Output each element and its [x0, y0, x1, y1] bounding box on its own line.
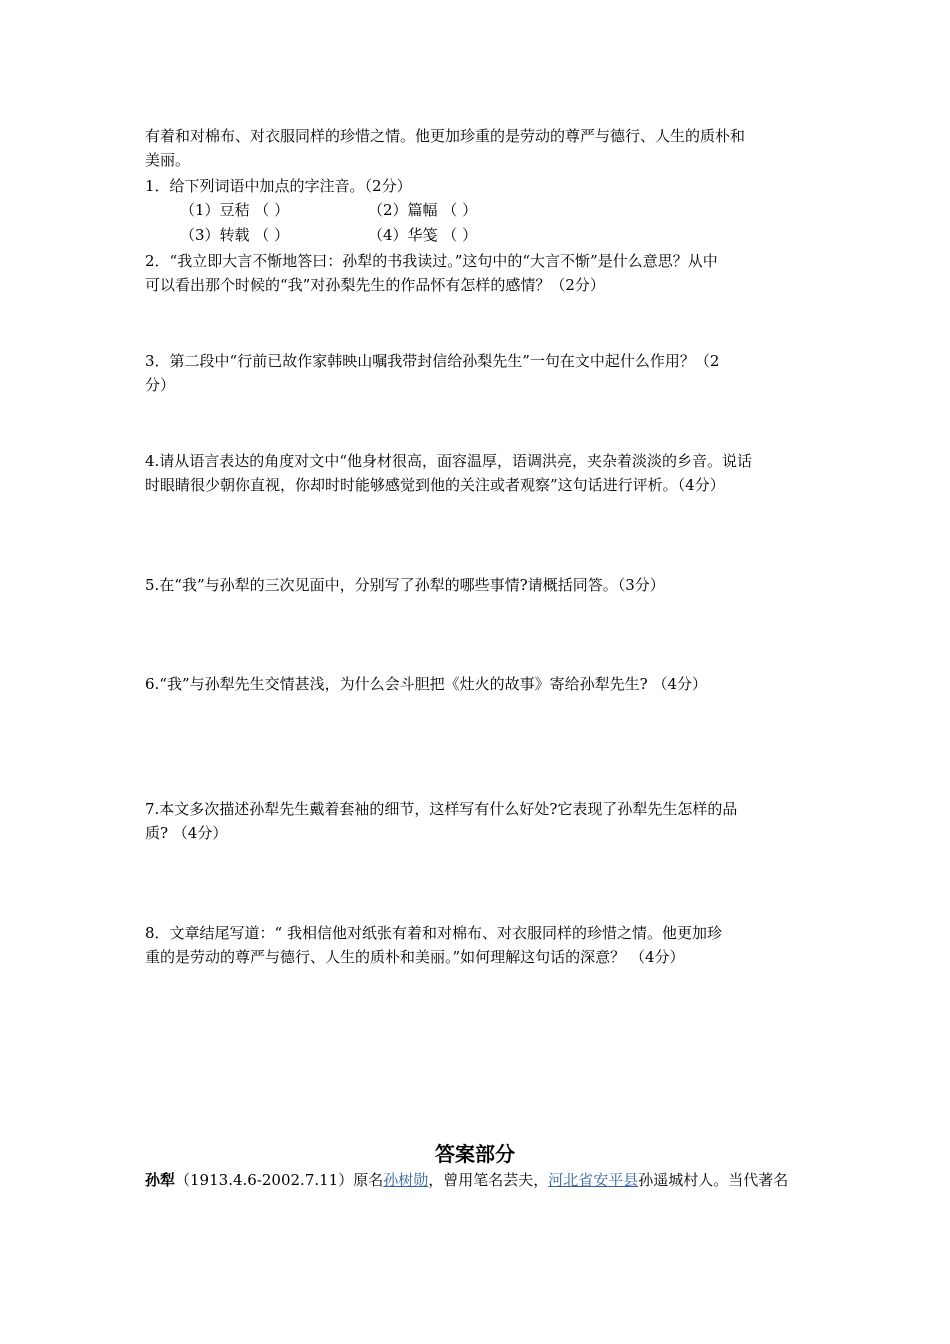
question-2-line-2: 可以看出那个时候的“我”对孙梨先生的作品怀有怎样的感情？（2分）: [145, 276, 605, 294]
pen-name-text: ，曾用笔名芸夫，: [428, 1171, 549, 1189]
link-anping-county[interactable]: 河北省安平县: [548, 1171, 639, 1189]
question-7-line-2: 质? （4分）: [145, 824, 228, 842]
question-1: [145, 174, 810, 198]
question-1-option-2: （2）篇幅 （ ）: [368, 201, 478, 219]
intro-paragraph: [145, 124, 810, 172]
question-7: [145, 797, 810, 845]
question-3-line-2: 分）: [145, 376, 176, 394]
question-1-option-3: （3）转载 （ ）: [180, 226, 290, 244]
question-7-line-1: 7.本文多次描述孙犁先生戴着套袖的细节，这样写有什么好处?它表现了孙犁先生怎样的品: [145, 800, 738, 818]
answer-paragraph: [145, 1168, 810, 1192]
question-5: [145, 573, 810, 597]
question-1-stem: 1．给下列词语中加点的字注音。（2分）: [145, 177, 412, 195]
question-8-line-2: 重的是劳动的尊严与德行、人生的质朴和美丽。”如何理解这句话的深意？ （4分）: [145, 948, 685, 966]
author-dates: （1913.4.6-2002.7.11）原名: [175, 1171, 384, 1189]
question-1-option-1: （1）豆秸 （ ）: [180, 201, 290, 219]
question-2-line-1: 2．“我立即大言不惭地答曰：孙犁的书我读过。”这句中的“大言不惭”是什么意思？从中: [145, 252, 718, 270]
hometown-text: 孙遥城村人。当代著名: [638, 1171, 789, 1189]
question-3: [145, 349, 810, 397]
answer-heading: 答案部分: [435, 1142, 515, 1166]
question-4-line-2: 时眼睛很少朝你直视，你却时时能够感觉到他的关注或者观察”这句话进行评析。（4分）: [145, 476, 725, 494]
link-sun-shuxun[interactable]: 孙树勋: [383, 1171, 429, 1189]
intro-line-1: 有着和对棉布、对衣服同样的珍惜之情。他更加珍重的是劳动的尊严与德行、人生的质朴和: [145, 127, 746, 145]
question-2: [145, 249, 810, 297]
question-4-line-1: 4.请从语言表达的角度对文中“他身材很高，面容温厚，语调洪亮，夹杂着淡淡的乡音。说话: [145, 452, 752, 470]
question-8: [145, 921, 810, 969]
author-name: 孙犁: [145, 1171, 176, 1189]
question-6: [145, 672, 810, 696]
question-5-line-1: 5.在“我”与孙犁的三次见面中，分别写了孙犁的哪些事情?请概括同答。（3分）: [145, 576, 665, 594]
intro-line-2: 美丽。: [145, 151, 191, 169]
question-1-option-4: （4）华笺 （ ）: [368, 226, 478, 244]
answer-line-1: [145, 1168, 810, 1192]
question-6-line-1: 6.“我”与孙犁先生交情甚浅，为什么会斗胆把《灶火的故事》寄给孙犁先生? （4分）: [145, 675, 708, 693]
question-4: [145, 449, 810, 497]
question-8-line-1: 8．文章结尾写道：“ 我相信他对纸张有着和对棉布、对衣服同样的珍惜之情。他更加珍: [145, 924, 722, 942]
question-3-line-1: 3．第二段中“行前已故作家韩映山嘱我带封信给孙梨先生”一句在文中起什么作用？（2: [145, 352, 720, 370]
